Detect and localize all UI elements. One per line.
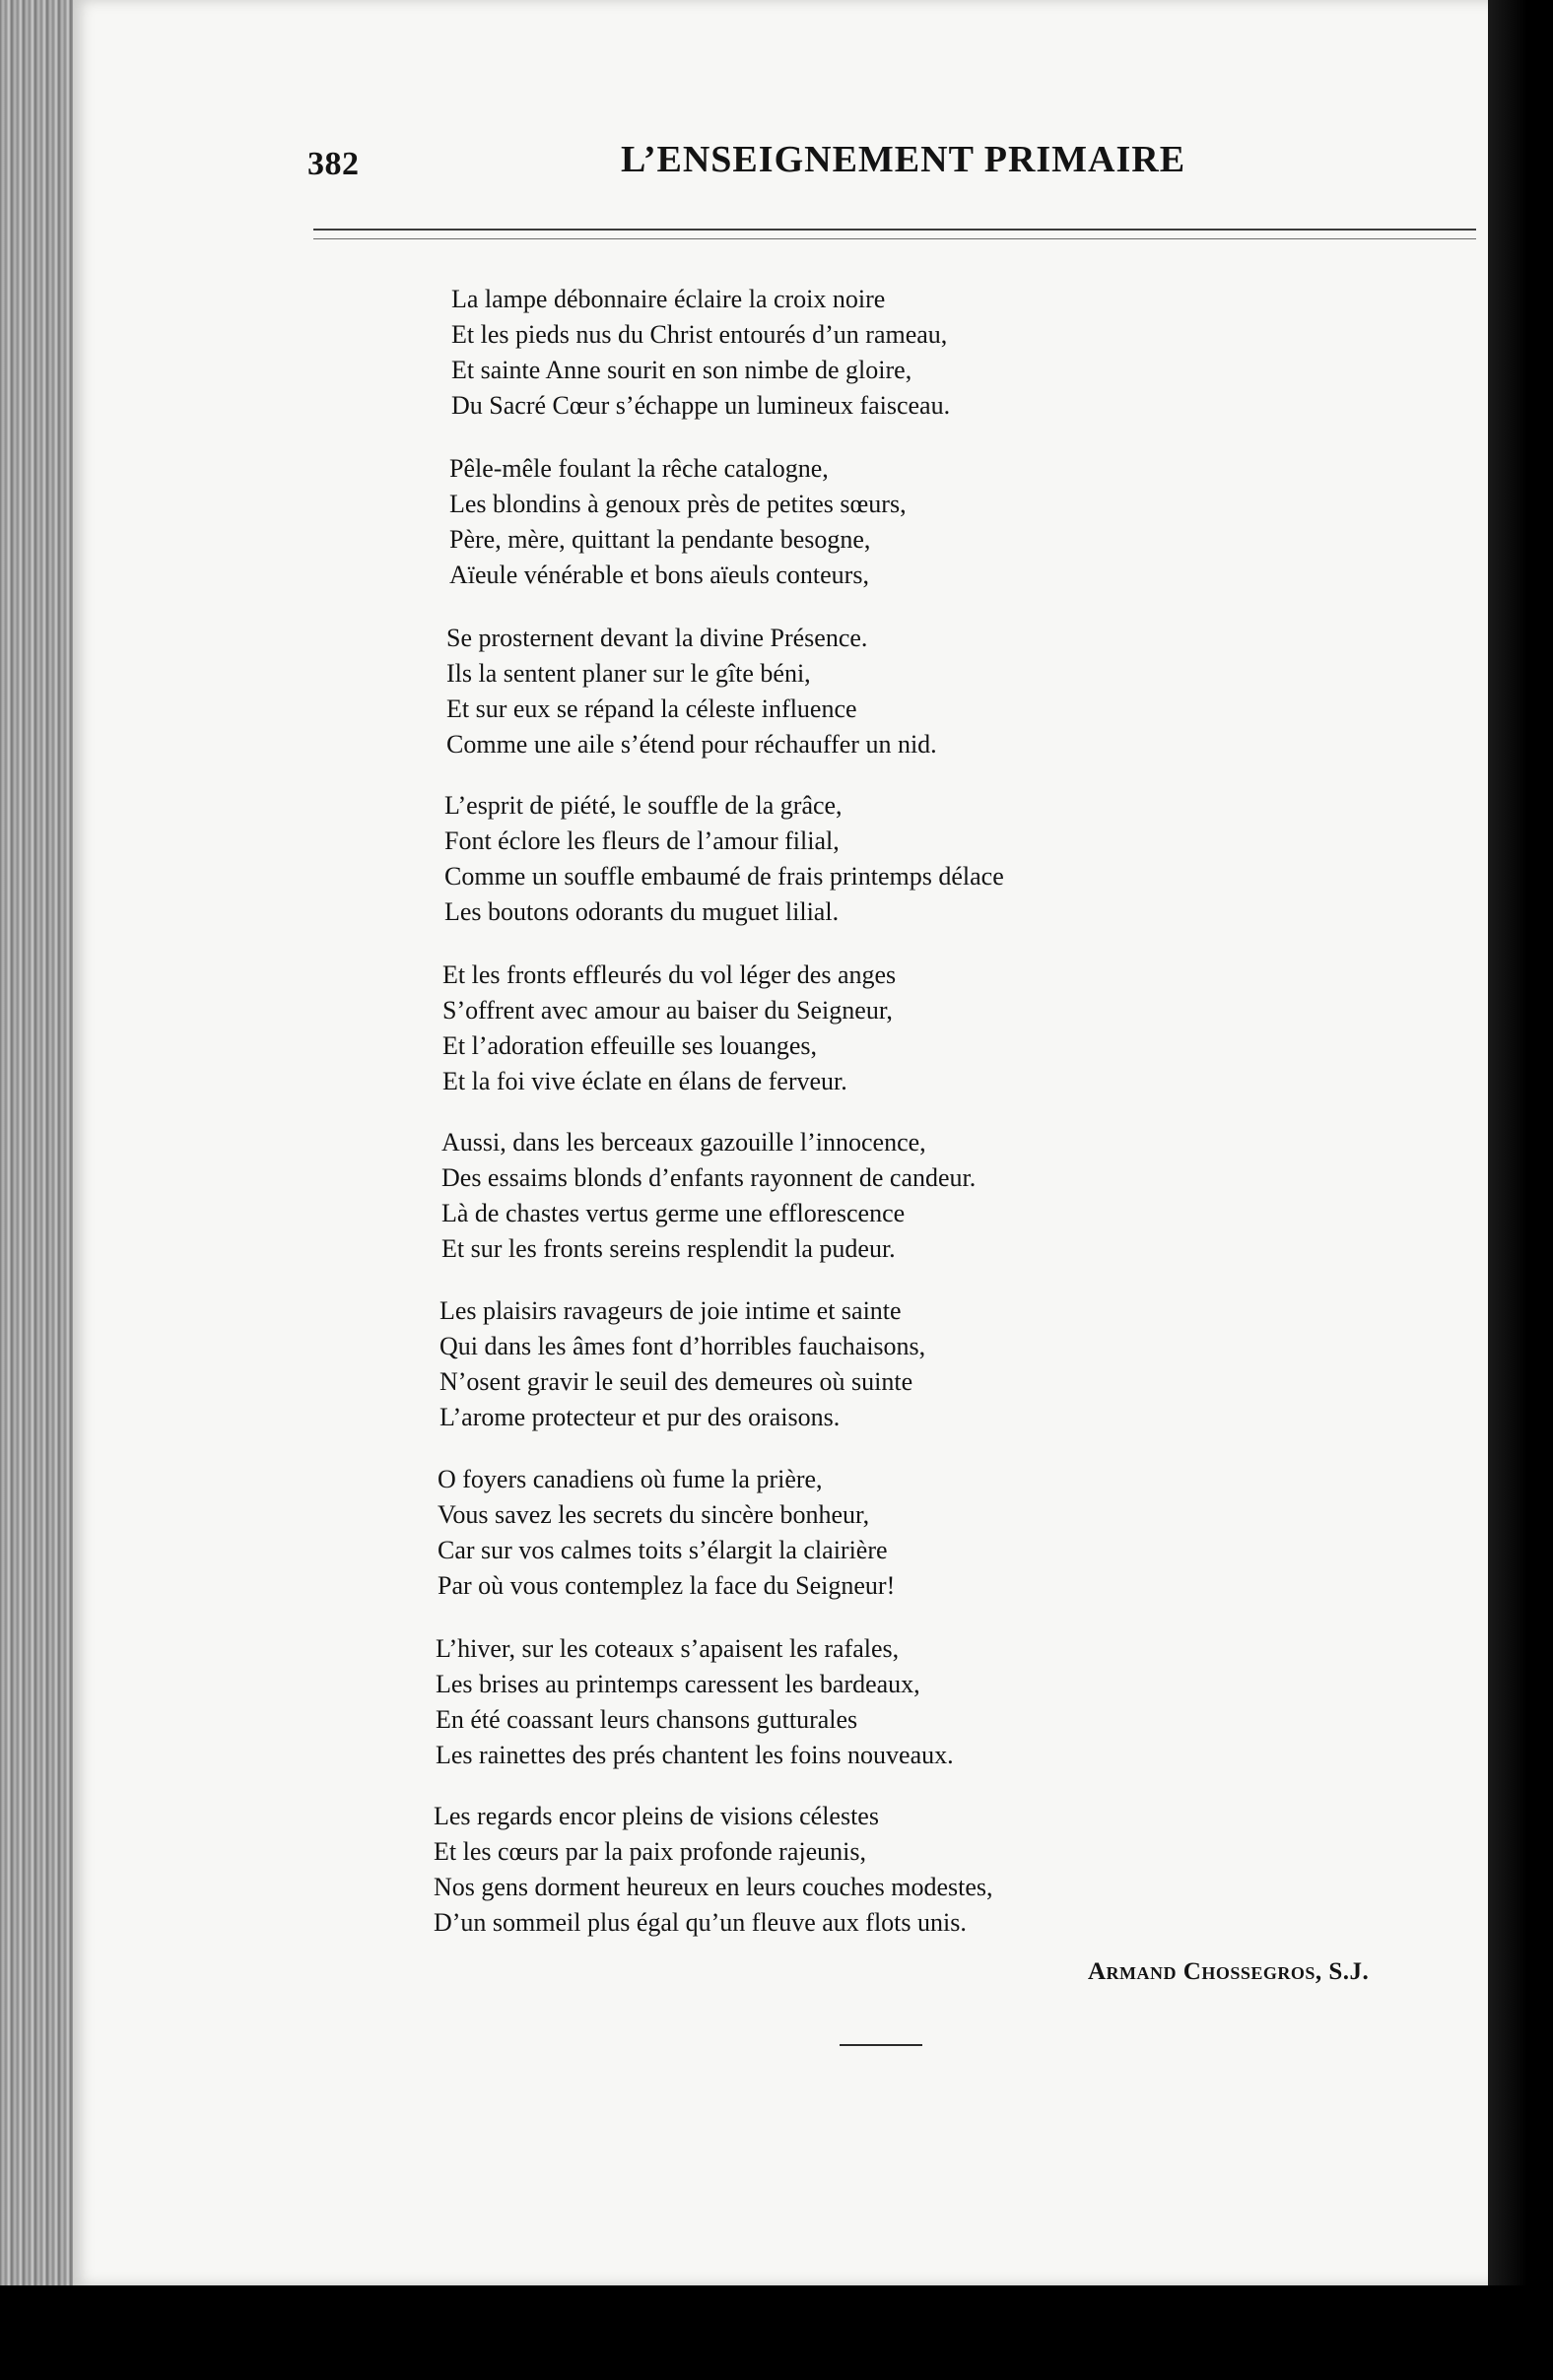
verse-line: Font éclore les fleurs de l’amour filial,: [444, 826, 840, 855]
stanza: [444, 788, 1004, 930]
running-head: L’ENSEIGNEMENT PRIMAIRE: [621, 139, 1186, 180]
verse-line: Et sur eux se répand la céleste influence: [446, 694, 857, 723]
verse-line: Ils la sentent planer sur le gîte béni,: [446, 659, 811, 688]
verse-line: Et les fronts effleurés du vol léger des anges: [442, 960, 897, 989]
verse-line: N’osent gravir le seuil des demeures où suinte: [439, 1367, 913, 1396]
page-number: 382: [307, 146, 360, 182]
verse-line: Les plaisirs ravageurs de joie intime et sainte: [439, 1296, 902, 1325]
verse-line: Père, mère, quittant la pendante besogne,: [449, 525, 871, 554]
verse-line: Aussi, dans les berceaux gazouille l’innocence,: [441, 1128, 926, 1157]
stanza: [442, 958, 896, 1099]
verse-line: D’un sommeil plus égal qu’un fleuve aux flots unis.: [434, 1908, 967, 1937]
verse-line: Les regards encor pleins de visions célestes: [434, 1802, 879, 1830]
verse-line: Car sur vos calmes toits s’élargit la clairière: [438, 1536, 888, 1564]
verse-line: Du Sacré Cœur s’échappe un lumineux faisceau.: [451, 391, 951, 420]
verse-line: L’hiver, sur les coteaux s’apaisent les rafales,: [436, 1634, 900, 1663]
verse-line: Les brises au printemps caressent les bardeaux,: [436, 1670, 920, 1698]
verse-line: Et l’adoration effeuille ses louanges,: [442, 1031, 818, 1060]
verse-line: Se prosternent devant la divine Présence.: [446, 624, 868, 652]
verse-line: Des essaims blonds d’enfants rayonnent de candeur.: [441, 1163, 977, 1192]
verse-line: Les rainettes des prés chantent les foins nouveaux.: [436, 1741, 954, 1769]
stanza: [449, 451, 907, 593]
stanza: [436, 1631, 954, 1773]
stanza: [439, 1293, 925, 1435]
verse-line: Comme une aile s’étend pour réchauffer un nid.: [446, 730, 937, 759]
verse-line: La lampe débonnaire éclaire la croix noire: [451, 285, 886, 313]
scan-border: [0, 2285, 1553, 2380]
verse-line: Nos gens dorment heureux en leurs couches modestes,: [434, 1873, 993, 1901]
verse-line: O foyers canadiens où fume la prière,: [438, 1465, 823, 1493]
verse-line: Et la foi vive éclate en élans de ferveur.: [442, 1067, 847, 1095]
verse-line: Par où vous contemplez la face du Seigneur!: [438, 1571, 896, 1600]
verse-line: Et les cœurs par la paix profonde rajeunis,: [434, 1837, 866, 1866]
verse-line: Et les pieds nus du Christ entourés d’un rameau,: [451, 320, 948, 349]
verse-line: Vous savez les secrets du sincère bonheur,: [438, 1500, 870, 1529]
end-rule: [840, 2044, 922, 2046]
author-signature: Armand Chossegros, S.J.: [1088, 1958, 1370, 1985]
stanza: [438, 1462, 895, 1604]
verse-line: Et sainte Anne sourit en son nimbe de gloire,: [451, 356, 912, 384]
verse-line: Comme un souffle embaumé de frais printemps délace: [444, 862, 1004, 891]
stanza: [451, 282, 950, 424]
stanza: [441, 1125, 976, 1267]
verse-line: S’offrent avec amour au baiser du Seigneur,: [442, 996, 893, 1025]
verse-line: L’esprit de piété, le souffle de la grâce,: [444, 791, 843, 820]
verse-line: Les blondins à genoux près de petites sœurs,: [449, 490, 907, 518]
verse-line: En été coassant leurs chansons gutturales: [436, 1705, 858, 1734]
verse-line: Là de chastes vertus germe une efflorescence: [441, 1199, 906, 1227]
verse-line: Qui dans les âmes font d’horribles fauchaisons,: [439, 1332, 926, 1360]
verse-line: Les boutons odorants du muguet lilial.: [444, 897, 840, 926]
verse-line: L’arome protecteur et pur des oraisons.: [439, 1403, 841, 1431]
verse-line: Aïeule vénérable et bons aïeuls conteurs,: [449, 561, 869, 589]
stanza: [446, 621, 937, 762]
verse-line: Pêle-mêle foulant la rêche catalogne,: [449, 454, 829, 483]
verse-line: Et sur les fronts sereins resplendit la pudeur.: [441, 1234, 896, 1263]
stanza: [434, 1799, 993, 1941]
